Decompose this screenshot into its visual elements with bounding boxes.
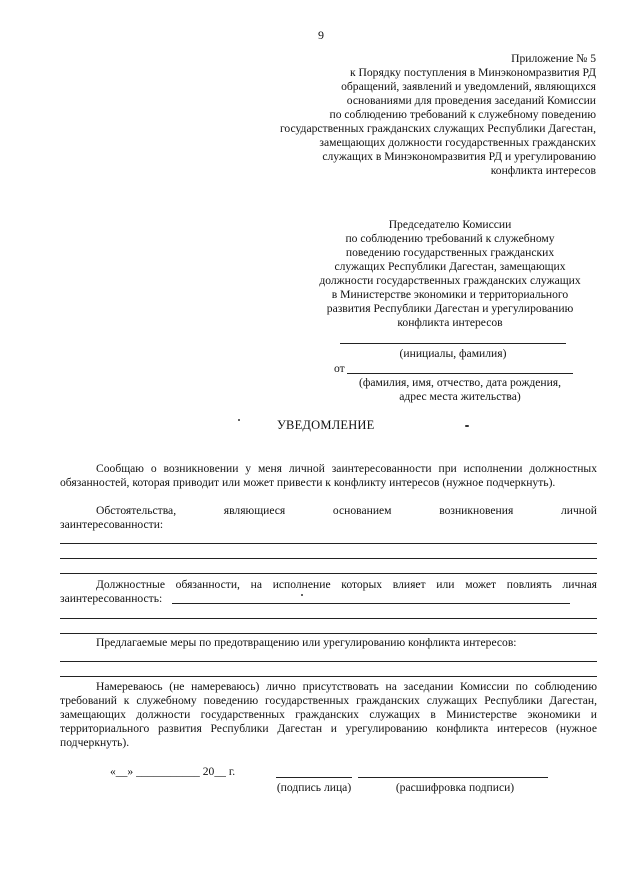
fill-line[interactable] — [60, 633, 597, 634]
addressee-line: в Министерстве экономики и территориального — [331, 288, 569, 301]
appendix-line: конфликта интересов — [490, 164, 596, 177]
addressee-line: поведению государственных гражданских — [345, 246, 555, 259]
from-caption-address: адрес места жительства) — [399, 390, 521, 403]
fill-line[interactable] — [60, 543, 597, 544]
from-field[interactable] — [347, 373, 573, 374]
paragraph-text: Должностные обязанности, на исполнение которых влияет или может повлиять личная — [96, 578, 597, 591]
appendix-line: обращений, заявлений и уведомлений, являющихся — [341, 80, 596, 93]
appendix-line: основаниями для проведения заседаний Комиссии — [346, 94, 596, 107]
document-title: УВЕДОМЛЕНИЕ — [277, 418, 375, 432]
page-number: 9 — [318, 28, 324, 42]
paragraph-text-continued: заинтересованности: — [60, 518, 164, 531]
addressee-line: служащих Республики Дагестан, замещающих — [334, 260, 566, 273]
fill-line[interactable] — [60, 676, 597, 677]
appendix-line: служащих в Минэкономразвития РД и урегулированию — [322, 150, 596, 163]
appendix-line: Приложение № 5 — [511, 52, 596, 65]
from-label: от — [334, 362, 345, 375]
paragraph-circumstances — [60, 504, 597, 532]
scan-speck — [238, 419, 240, 421]
appendix-line: государственных гражданских служащих Республики Дагестан, — [279, 122, 596, 135]
signature-caption: (подпись лица) — [276, 781, 352, 794]
initials-field[interactable] — [340, 343, 566, 344]
addressee-line: развития Республики Дагестан и урегулированию — [326, 302, 574, 315]
initials-caption: (инициалы, фамилия) — [399, 347, 507, 360]
paragraph-attendance — [60, 680, 597, 750]
appendix-line: замещающих должности государственных гражданских — [319, 136, 596, 149]
appendix-header — [176, 52, 596, 178]
appendix-line: к Порядку поступления в Минэкономразвития РД — [349, 66, 596, 79]
fill-line[interactable] — [172, 603, 570, 604]
signature-decode-caption: (расшифровка подписи) — [395, 781, 515, 794]
paragraph-text: Намереваюсь (не намереваюсь) лично присутствовать на заседании Комиссии по соблюдению требований к служебному поведению государственных гражданских служащих Республики Дагестан, замещающих должности государственных гражданских служащих в Министерстве экономики и территориального развития Республики Дагестан и урегулированию конфликта интересов (нужное подчеркнуть). — [60, 680, 597, 749]
paragraph-measures — [60, 636, 597, 650]
paragraph-duties — [60, 578, 597, 606]
paragraph-text: Предлагаемые меры по предотвращению или урегулированию конфликта интересов: — [96, 636, 517, 649]
date-field[interactable]: «__» ___________ 20__ г. — [110, 765, 236, 778]
scan-speck — [465, 425, 469, 427]
paragraph-text: Обстоятельства, являющиеся основанием возникновения личной — [96, 504, 597, 517]
scan-speck — [301, 594, 303, 596]
addressee-block — [285, 218, 615, 330]
signature-field[interactable] — [276, 777, 352, 778]
paragraph-text-continued: заинтересованность: — [60, 592, 163, 605]
signature-decode-field[interactable] — [358, 777, 548, 778]
addressee-line: по соблюдению требований к служебному — [345, 232, 555, 245]
fill-line[interactable] — [60, 618, 597, 619]
paragraph-conflict-notice — [60, 462, 597, 490]
addressee-line: должности государственных гражданских служащих — [319, 274, 581, 287]
appendix-line: по соблюдению требований к служебному поведению — [329, 108, 596, 121]
from-caption: (фамилия, имя, отчество, дата рождения, — [358, 376, 562, 389]
fill-line[interactable] — [60, 558, 597, 559]
paragraph-text: Сообщаю о возникновении у меня личной заинтересованности при исполнении должностных обязанностей, которая приводит или может привести к конфликту интересов (нужное подчеркнуть). — [60, 462, 597, 489]
fill-line[interactable] — [60, 573, 597, 574]
addressee-line: Председателю Комиссии — [388, 218, 512, 231]
addressee-line: конфликта интересов — [397, 316, 503, 329]
fill-line[interactable] — [60, 661, 597, 662]
